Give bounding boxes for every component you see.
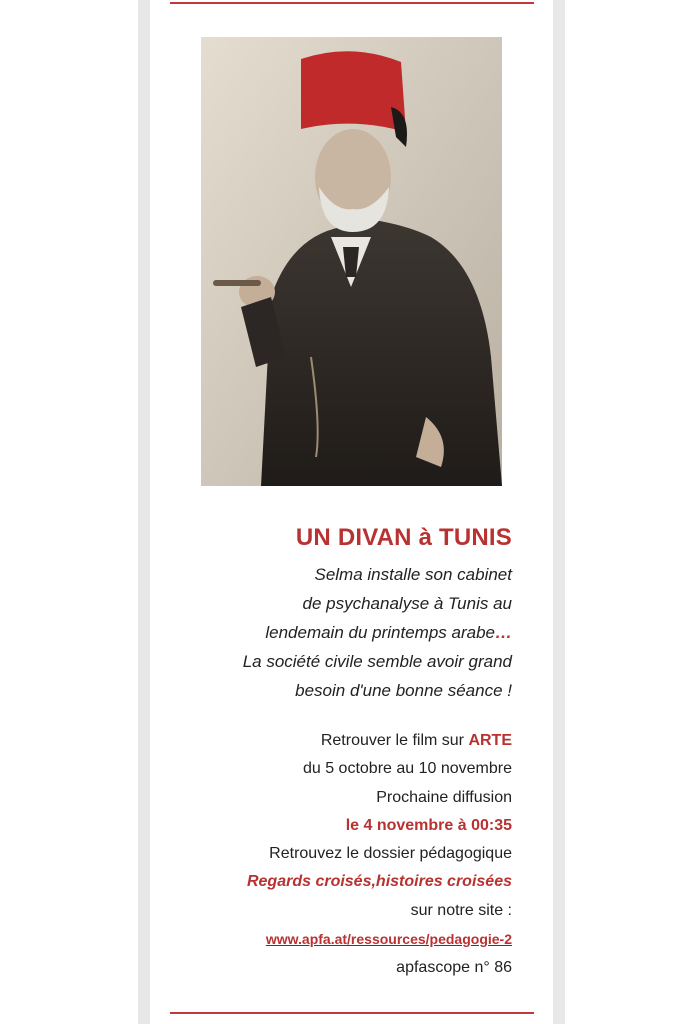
dossier-label: Retrouvez le dossier pédagogique — [269, 845, 512, 863]
dossier-title: Regards croisés,histoires croisées — [246, 873, 512, 891]
availability-dates: du 5 octobre au 10 novembre — [302, 760, 512, 778]
broadcast-info — [170, 727, 512, 983]
blurb-line: Selma installe son cabinet — [314, 565, 512, 584]
site-label: sur notre site : — [410, 901, 512, 919]
issue-number: apfascope n° 86 — [396, 959, 512, 977]
article-title: UN DIVAN à TUNIS — [295, 524, 512, 551]
top-divider — [170, 2, 534, 4]
blurb-line: La société civile semble avoir grand — [242, 652, 512, 671]
film-prefix: Retrouver le film sur — [320, 732, 469, 749]
article-blurb — [170, 560, 512, 705]
bottom-divider — [170, 1012, 534, 1014]
film-line — [170, 727, 512, 755]
next-broadcast-date: le 4 novembre à 00:35 — [345, 816, 512, 834]
blurb-line: de psychanalyse à Tunis au — [302, 594, 512, 613]
site-link-line — [170, 925, 512, 954]
blurb-line: besoin d'une bonne séance ! — [295, 681, 512, 700]
blurb-line — [170, 618, 512, 647]
site-link[interactable]: www.apfa.at/ressources/pedagogie-2 — [265, 931, 512, 948]
next-broadcast-label: Prochaine diffusion — [376, 788, 512, 806]
portrait-photo-icon — [201, 37, 502, 486]
right-margin-bar — [553, 0, 565, 1024]
blurb-line-text: lendemain du printemps arabe — [265, 623, 495, 642]
channel-name: ARTE — [468, 732, 512, 749]
blurb-ellipsis: … — [495, 623, 512, 642]
left-margin-bar — [138, 0, 150, 1024]
